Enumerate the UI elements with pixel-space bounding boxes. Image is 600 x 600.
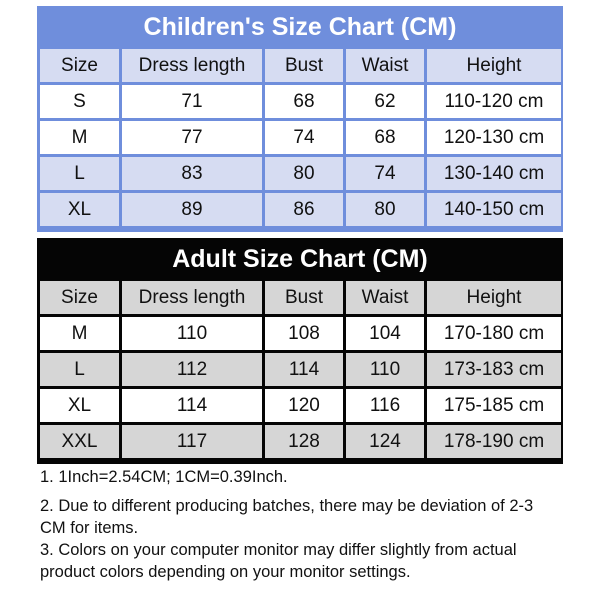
cell-size: M (40, 121, 119, 154)
cell-dress-length: 83 (122, 157, 262, 190)
header-height: Height (427, 49, 561, 82)
table-row (40, 389, 561, 422)
cell-dress-length: 112 (122, 353, 262, 386)
cell-waist: 110 (346, 353, 424, 386)
cell-height: 173-183 cm (427, 353, 561, 386)
table-header-row (40, 281, 561, 314)
cell-dress-length: 114 (122, 389, 262, 422)
table-row (40, 157, 561, 190)
header-dress-length: Dress length (122, 281, 262, 314)
note-colors: 3. Colors on your computer monitor may differ slightly from actual product colors depending on your monitor settings. (40, 541, 517, 581)
children-chart-title: Children's Size Chart (CM) (143, 13, 457, 41)
header-height: Height (427, 281, 561, 314)
cell-height: 120-130 cm (427, 121, 561, 154)
header-size: Size (40, 281, 119, 314)
table-row (40, 425, 561, 458)
cell-height: 140-150 cm (427, 193, 561, 226)
cell-height: 178-190 cm (427, 425, 561, 458)
cell-dress-length: 117 (122, 425, 262, 458)
header-dress-length: Dress length (122, 49, 262, 82)
cell-size: M (40, 317, 119, 350)
cell-height: 175-185 cm (427, 389, 561, 422)
adult-size-chart (37, 238, 563, 464)
children-size-table (37, 46, 564, 229)
cell-waist: 124 (346, 425, 424, 458)
header-size: Size (40, 49, 119, 82)
size-notes (40, 466, 560, 583)
cell-waist: 68 (346, 121, 424, 154)
header-waist: Waist (346, 49, 424, 82)
table-row (40, 85, 561, 118)
note-conversion: 1. 1Inch=2.54CM; 1CM=0.39Inch. (40, 468, 288, 486)
cell-dress-length: 110 (122, 317, 262, 350)
table-row (40, 317, 561, 350)
adult-size-table (37, 278, 564, 461)
cell-size: XL (40, 389, 119, 422)
cell-height: 170-180 cm (427, 317, 561, 350)
table-header-row (40, 49, 561, 82)
note-deviation: 2. Due to different producing batches, there may be deviation of 2-3 CM for items. (40, 497, 534, 537)
cell-size: XL (40, 193, 119, 226)
cell-waist: 62 (346, 85, 424, 118)
cell-waist: 116 (346, 389, 424, 422)
cell-size: L (40, 157, 119, 190)
cell-height: 130-140 cm (427, 157, 561, 190)
cell-waist: 80 (346, 193, 424, 226)
cell-dress-length: 71 (122, 85, 262, 118)
cell-bust: 120 (265, 389, 343, 422)
header-bust: Bust (265, 281, 343, 314)
table-row (40, 353, 561, 386)
cell-waist: 74 (346, 157, 424, 190)
cell-bust: 68 (265, 85, 343, 118)
table-row (40, 193, 561, 226)
cell-bust: 80 (265, 157, 343, 190)
cell-size: S (40, 85, 119, 118)
cell-size: L (40, 353, 119, 386)
header-waist: Waist (346, 281, 424, 314)
cell-size: XXL (40, 425, 119, 458)
children-size-chart (37, 6, 563, 232)
adult-chart-title: Adult Size Chart (CM) (172, 245, 428, 273)
cell-bust: 108 (265, 317, 343, 350)
cell-dress-length: 77 (122, 121, 262, 154)
table-row (40, 121, 561, 154)
header-bust: Bust (265, 49, 343, 82)
cell-bust: 86 (265, 193, 343, 226)
cell-waist: 104 (346, 317, 424, 350)
cell-dress-length: 89 (122, 193, 262, 226)
cell-bust: 74 (265, 121, 343, 154)
cell-bust: 128 (265, 425, 343, 458)
cell-bust: 114 (265, 353, 343, 386)
cell-height: 110-120 cm (427, 85, 561, 118)
